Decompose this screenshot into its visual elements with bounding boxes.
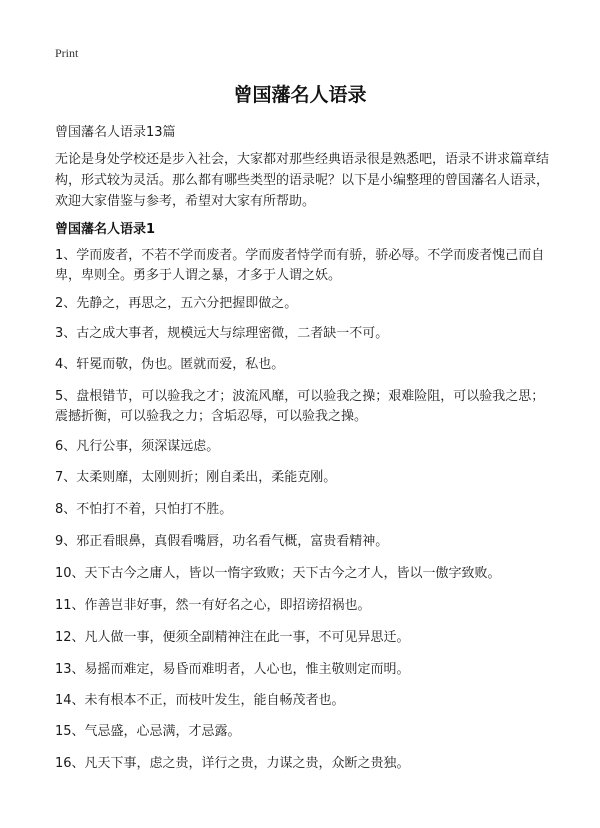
quote-item: 12、凡人做一事，便须全副精神注在此一事，不可见异思迁。 <box>55 630 410 645</box>
quote-item: 5、盘根错节，可以验我之才；波流风靡，可以验我之操；艰难险阻，可以验我之思；震撼折衡，可以验我之力；含垢忍辱，可以验我之操。 <box>55 389 545 424</box>
quote-item: 11、作善岂非好事，然一有好名之心，即招谤招祸也。 <box>55 598 371 613</box>
quote-item: 8、不怕打不着，只怕打不胜。 <box>55 502 233 517</box>
page-title: 曾国藩名人语录 <box>233 84 367 106</box>
quote-item: 15、气忌盛，心忌满，才忌露。 <box>55 724 241 739</box>
document-subtitle: 曾国藩名人语录13篇 <box>55 125 176 140</box>
quote-item: 6、凡行公事，须深谋远虑。 <box>55 439 220 454</box>
quote-item: 9、邪正看眼鼻，真假看嘴唇，功名看气概，富贵看精神。 <box>55 534 389 549</box>
quote-item: 2、先静之，再思之，五六分把握即做之。 <box>55 296 298 311</box>
quote-item: 3、古之成大事者，规模远大与综理密微，二者缺一不可。 <box>55 326 389 341</box>
quote-item: 10、天下古今之庸人，皆以一惰字致败；天下古今之才人，皆以一傲字致败。 <box>55 566 501 581</box>
quote-item: 4、轩冕而敬，伪也。匿就而爱，私也。 <box>55 357 285 372</box>
intro-paragraph: 无论是身处学校还是步入社会，大家都对那些经典语录很是熟悉吧，语录不讲求篇章结构，形式较为灵活。那么都有哪些类型的语录呢？以下是小编整理的曾国藩名人语录，欢迎大家借鉴与参考，希望对大家有所帮助。 <box>55 152 550 209</box>
quote-item: 14、未有根本不正，而枝叶发生，能自畅茂者也。 <box>55 693 345 708</box>
quote-item: 7、太柔则靡，太刚则折；刚自柔出，柔能克刚。 <box>55 470 337 485</box>
quote-item: 13、易摇而难定，易昏而难明者，人心也，惟主敬则定而明。 <box>55 662 410 677</box>
quote-item: 16、凡天下事，虑之贵，详行之贵，力谋之贵，众断之贵独。 <box>55 756 410 771</box>
quote-item: 1、学而废者，不若不学而废者。学而废者恃学而有骄，骄必辱。不学而废者愧己而自卑，卑则全。勇多于人谓之暴，才多于人谓之妖。 <box>55 248 545 283</box>
section-heading: 曾国藩名人语录1 <box>55 222 156 237</box>
print-link[interactable]: Print <box>55 46 79 60</box>
